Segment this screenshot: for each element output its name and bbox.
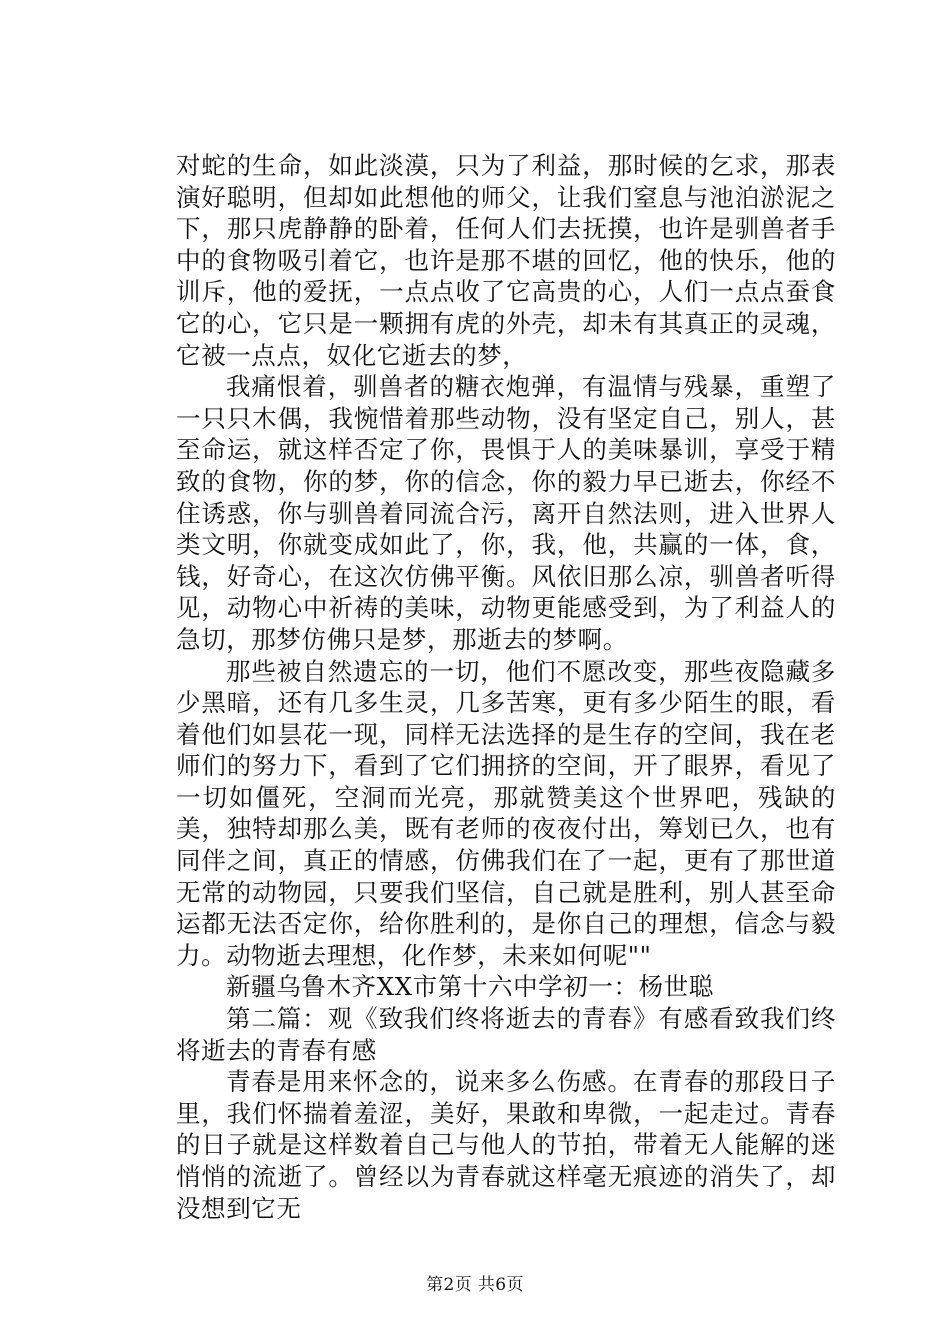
paragraph-4: 青春是用来怀念的，说来多么伤感。在青春的那段日子里，我们怀揣着羞涩，美好，果敢和卑微，一起走过。青春的日子就是这样数着自己与他人的节拍，带着无人能解的迷悄悄的流逝了。曾经以为青春就这样毫无痕迹的消失了，却没想到它无 <box>176 1067 836 1223</box>
document-body <box>176 150 836 1224</box>
section-heading: 第二篇：观《致我们终将逝去的青春》有感看致我们终将逝去的青春有感 <box>176 1004 836 1065</box>
author-line: 新疆乌鲁木齐XX市第十六中学初一：杨世聪 <box>226 972 714 1002</box>
paragraph-3: 那些被自然遗忘的一切，他们不愿改变，那些夜隐藏多少黑暗，还有几多生灵，几多苦寒，更有多少陌生的眼，看着他们如昙花一现，同样无法选择的是生存的空间，我在老师们的努力下，看到了它们拥挤的空间，开了眼界，看见了一切如僵死，空洞而光亮，那就赞美这个世界吧，残缺的美，独特却那么美，既有老师的夜夜付出，筹划已久，也有同伴之间，真正的情感，仿佛我们在了一起，更有了那世道无常的动物园，只要我们坚信，自己就是胜利，别人甚至命运都无法否定你，给你胜利的，是你自己的理想，信念与毅力。动物逝去理想，化作梦，未来如何呢"" <box>176 656 836 970</box>
paragraph-1: 对蛇的生命，如此淡漠，只为了利益，那时候的乞求，那表演好聪明，但却如此想他的师父，让我们窒息与池泊淤泥之下，那只虎静静的卧着，任何人们去抚摸，也许是驯兽者手中的食物吸引着它，也许是那不堪的回忆，他的快乐，他的训斥，他的爱抚，一点点收了它高贵的心，人们一点点蚕食它的心，它只是一颗拥有虎的外壳，却未有其真正的灵魂，它被一点点，奴化它逝去的梦， <box>176 151 836 370</box>
paragraph-2: 我痛恨着，驯兽者的糖衣炮弹，有温情与残暴，重塑了一只只木偶，我惋惜着那些动物，没有坚定自己，别人，甚至命运，就这样否定了你，畏惧于人的美味暴训，享受于精致的食物，你的梦，你的信念，你的毅力早已逝去，你经不住诱惑，你与驯兽着同流合污，离开自然法则，进入世界人类文明，你就变成如此了，你，我，他，共赢的一体，食，钱，好奇心，在这次仿佛平衡。风依旧那么凉，驯兽者听得见，动物心中祈祷的美味，动物更能感受到，为了利益人的急切，那梦仿佛只是梦，那逝去的梦啊。 <box>176 372 836 654</box>
page-footer: 第2页 共6页 <box>426 1275 524 1295</box>
